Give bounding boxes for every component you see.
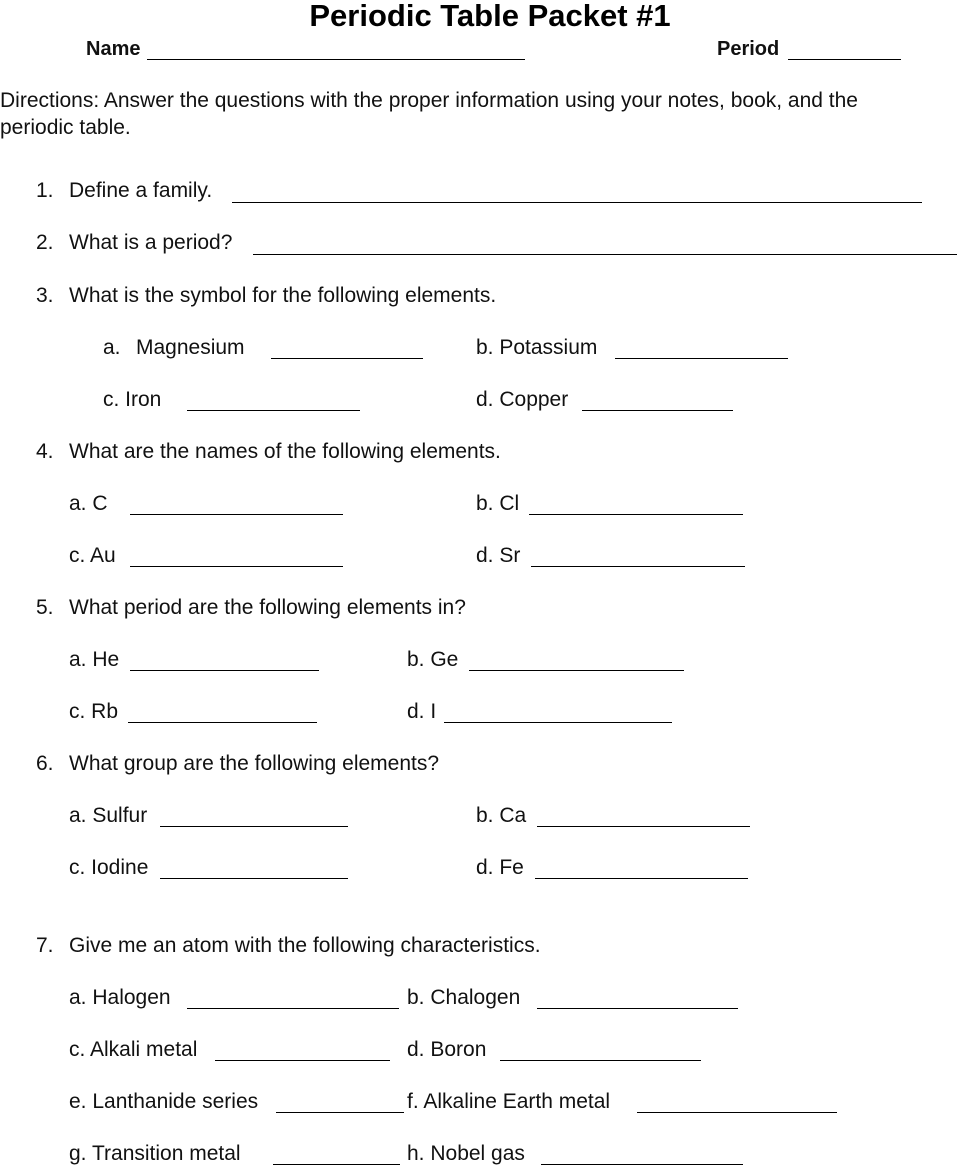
- q6-a-label: a. Sulfur: [69, 804, 148, 827]
- q3-c-answer-line[interactable]: [187, 410, 360, 411]
- q1-text: Define a family.: [69, 179, 213, 202]
- q3-a-answer-line[interactable]: [271, 358, 423, 359]
- q6-a-answer-line[interactable]: [160, 826, 348, 827]
- q6-number: 6.: [36, 752, 54, 775]
- q7-b-label: b. Chalogen: [407, 986, 521, 1009]
- q7-number: 7.: [36, 934, 54, 957]
- q6-text: What group are the following elements?: [69, 752, 440, 775]
- page-title: Periodic Table Packet #1: [309, 0, 671, 33]
- q4-b-answer-line[interactable]: [529, 514, 743, 515]
- q3-number: 3.: [36, 284, 54, 307]
- q4-b-label: b. Cl: [476, 492, 520, 515]
- q7-g-label: g. Transition metal: [69, 1142, 241, 1165]
- q6-c-label: c. Iodine: [69, 856, 149, 879]
- q2-number: 2.: [36, 231, 54, 254]
- q3-a-label: Magnesium: [136, 336, 245, 359]
- q5-c-answer-line[interactable]: [128, 722, 317, 723]
- q7-a-answer-line[interactable]: [187, 1008, 399, 1009]
- q7-d-label: d. Boron: [407, 1038, 487, 1061]
- directions-line-2: periodic table.: [0, 116, 131, 139]
- period-label: Period: [717, 38, 780, 60]
- q5-a-answer-line[interactable]: [130, 670, 319, 671]
- q7-text: Give me an atom with the following characteristics.: [69, 934, 541, 957]
- q5-d-label: d. I: [407, 700, 437, 723]
- q7-c-label: c. Alkali metal: [69, 1038, 198, 1061]
- q5-d-answer-line[interactable]: [444, 722, 672, 723]
- q6-d-answer-line[interactable]: [535, 878, 748, 879]
- q7-h-label: h. Nobel gas: [407, 1142, 525, 1165]
- q4-d-answer-line[interactable]: [531, 566, 745, 567]
- q5-b-label: b. Ge: [407, 648, 459, 671]
- q4-c-label: c. Au: [69, 544, 116, 567]
- q5-number: 5.: [36, 596, 54, 619]
- name-answer-line[interactable]: [147, 59, 525, 60]
- q3-d-label: d. Copper: [476, 388, 569, 411]
- q6-d-label: d. Fe: [476, 856, 524, 879]
- q7-f-label: f. Alkaline Earth metal: [407, 1090, 611, 1113]
- q7-g-answer-line[interactable]: [273, 1164, 400, 1165]
- q5-a-label: a. He: [69, 648, 120, 671]
- q4-a-label: a. C: [69, 492, 108, 515]
- period-answer-line[interactable]: [788, 59, 901, 60]
- q7-e-label: e. Lanthanide series: [69, 1090, 259, 1113]
- q7-f-answer-line[interactable]: [637, 1112, 837, 1113]
- q7-d-answer-line[interactable]: [500, 1060, 701, 1061]
- q1-answer-line[interactable]: [232, 202, 922, 203]
- q5-b-answer-line[interactable]: [469, 670, 684, 671]
- q7-e-answer-line[interactable]: [276, 1112, 404, 1113]
- q2-answer-line[interactable]: [253, 254, 957, 255]
- q6-b-answer-line[interactable]: [537, 826, 750, 827]
- q4-text: What are the names of the following elements.: [69, 440, 501, 463]
- q2-text: What is a period?: [69, 231, 233, 254]
- q6-c-answer-line[interactable]: [160, 878, 348, 879]
- q7-a-label: a. Halogen: [69, 986, 171, 1009]
- q3-b-answer-line[interactable]: [615, 358, 788, 359]
- q1-number: 1.: [36, 179, 54, 202]
- q6-b-label: b. Ca: [476, 804, 527, 827]
- q4-c-answer-line[interactable]: [130, 566, 343, 567]
- q4-number: 4.: [36, 440, 54, 463]
- q7-c-answer-line[interactable]: [215, 1060, 390, 1061]
- name-label: Name: [86, 38, 141, 60]
- q7-h-answer-line[interactable]: [541, 1164, 743, 1165]
- q3-a-letter: a.: [103, 336, 121, 359]
- q7-b-answer-line[interactable]: [537, 1008, 738, 1009]
- directions-line-1: Directions: Answer the questions with the proper information using your notes, book, and the: [0, 89, 858, 112]
- q3-c-label: c. Iron: [103, 388, 162, 411]
- q3-d-answer-line[interactable]: [582, 410, 733, 411]
- q4-a-answer-line[interactable]: [130, 514, 343, 515]
- q5-c-label: c. Rb: [69, 700, 119, 723]
- q3-text: What is the symbol for the following elements.: [69, 284, 497, 307]
- q3-b-label: b. Potassium: [476, 336, 598, 359]
- q5-text: What period are the following elements in?: [69, 596, 466, 619]
- q4-d-label: d. Sr: [476, 544, 521, 567]
